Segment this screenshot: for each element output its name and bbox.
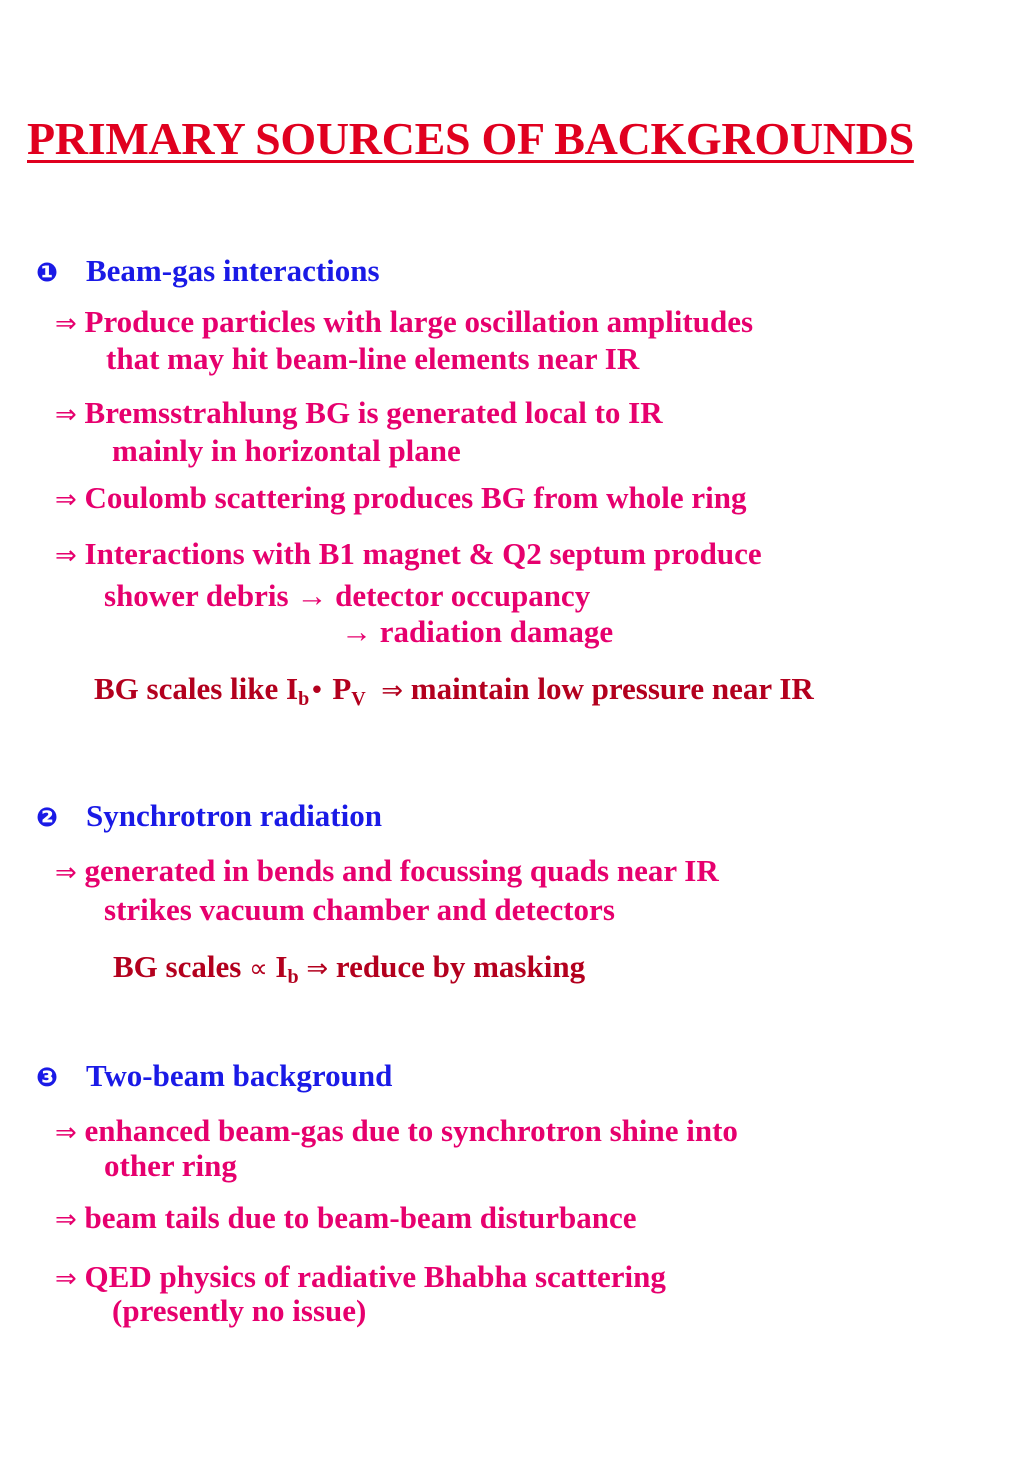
implies-arrow-icon: ⇒ <box>306 954 329 984</box>
subscript: V <box>351 688 366 710</box>
subscript: b <box>287 966 299 988</box>
item-line-continued: that may hit beam-line elements near IR <box>106 341 640 376</box>
section-heading-label: Synchrotron radiation <box>86 798 382 833</box>
number-three-icon: ❸ <box>36 1063 59 1093</box>
number-two-icon: ❷ <box>36 803 59 833</box>
scaling-text: maintain low pressure near IR <box>410 671 814 706</box>
item-line: generated in bends and focussing quads near IR <box>84 853 719 888</box>
proportional-icon: ∝ <box>249 954 268 984</box>
list-item <box>55 536 762 572</box>
implies-arrow-icon: ⇒ <box>55 400 77 430</box>
subscript: b <box>298 688 310 710</box>
list-item <box>55 304 753 340</box>
item-line: enhanced beam-gas due to synchrotron shine into <box>84 1113 738 1148</box>
section-heading-beam-gas <box>36 253 380 289</box>
section-heading-label: Two-beam background <box>86 1058 393 1093</box>
list-item <box>55 1113 738 1149</box>
implies-arrow-icon: ⇒ <box>55 1264 77 1294</box>
bullet-dot-icon: • <box>309 676 325 706</box>
section-heading-synchrotron <box>36 798 382 834</box>
list-item <box>55 480 746 516</box>
implies-arrow-icon: ⇒ <box>55 1118 77 1148</box>
list-item <box>55 1200 637 1236</box>
implies-arrow-icon: ⇒ <box>381 676 403 706</box>
page-title: PRIMARY SOURCES OF BACKGROUNDS <box>27 113 914 164</box>
item-line: beam tails due to beam-beam disturbance <box>84 1200 637 1235</box>
number-one-icon: ❶ <box>36 258 59 288</box>
item-line-continued: shower debris → detector occupancy <box>104 578 591 613</box>
implies-arrow-icon: ⇒ <box>55 858 77 888</box>
list-item <box>55 853 719 889</box>
scaling-text: reduce by masking <box>335 949 586 984</box>
implies-arrow-icon: ⇒ <box>55 1205 77 1235</box>
implies-arrow-icon: ⇒ <box>55 485 77 515</box>
list-item <box>55 1259 666 1295</box>
scaling-note <box>94 671 814 710</box>
item-line: QED physics of radiative Bhabha scattering <box>84 1259 666 1294</box>
section-heading-two-beam <box>36 1058 392 1094</box>
scaling-text: BG scales <box>113 949 250 984</box>
item-line-continued: strikes vacuum chamber and detectors <box>104 892 615 927</box>
section-heading-label: Beam-gas interactions <box>86 253 380 288</box>
scaling-note <box>113 949 586 988</box>
item-line-continued: → radiation damage <box>341 614 614 649</box>
item-line: Interactions with B1 magnet & Q2 septum produce <box>84 536 762 571</box>
scaling-text: BG scales like I <box>94 671 299 706</box>
list-item <box>55 395 663 431</box>
implies-arrow-icon: ⇒ <box>55 541 77 571</box>
item-line-continued: other ring <box>104 1148 237 1183</box>
item-line: Bremsstrahlung BG is generated local to IR <box>84 395 663 430</box>
implies-arrow-icon: ⇒ <box>55 309 77 339</box>
item-line: Produce particles with large oscillation amplitudes <box>84 304 754 339</box>
item-line: Coulomb scattering produces BG from whole ring <box>84 480 747 515</box>
item-line-continued: (presently no issue) <box>112 1293 367 1328</box>
item-line-continued: mainly in horizontal plane <box>112 433 461 468</box>
scaling-text: I <box>267 949 288 984</box>
scaling-text: P <box>324 671 352 706</box>
